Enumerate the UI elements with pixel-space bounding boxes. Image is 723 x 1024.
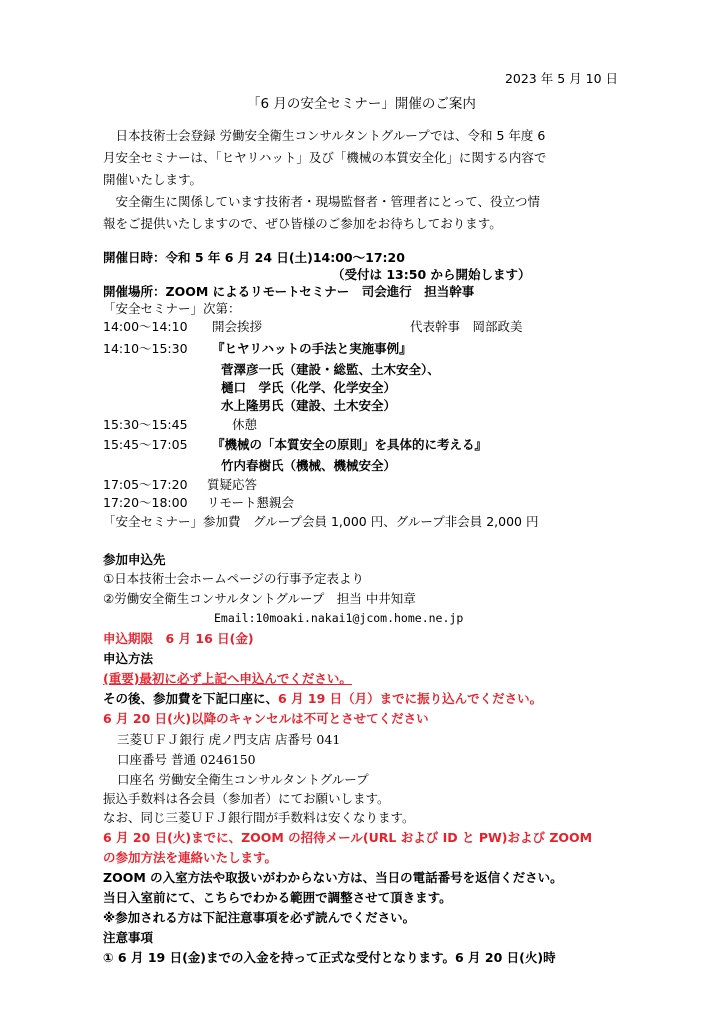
contact-email[interactable]: Email:10moaki.nakai1@jcom.home.ne.jp xyxy=(214,611,464,625)
zoom-notice: の参加方法を連絡いたします。 xyxy=(103,850,278,865)
program-heading: 「安全セミナー」次第： xyxy=(103,301,241,316)
application-option: ②労働安全衛生コンサルタントグループ 担当 中井知章 xyxy=(103,591,416,606)
important-notice: (重要)最初に必ず上記へ申込んでください。 xyxy=(103,671,352,686)
payment-deadline: 6 月 19 日（月）までに振り込んでください。 xyxy=(278,691,543,706)
program-time: 15:45～17:05 xyxy=(103,437,188,452)
zoom-help: 当日入室前にて、こちらでわかる範囲で調整させて頂きます。 xyxy=(103,890,452,905)
account-number: 口座番号 普通 0246150 xyxy=(117,752,256,767)
payment-prefix: その後、参加費を下記口座に、 xyxy=(103,691,279,706)
notes-heading: 注意事項 xyxy=(103,930,154,945)
application-deadline: 申込期限 6 月 16 日(金) xyxy=(103,631,254,646)
program-fee: 「安全セミナー」参加費 グループ会員 1,000 円、グループ非会員 2,000 円 xyxy=(103,514,539,529)
program-speaker: 水上隆男氏（建設、土木安全） xyxy=(221,398,397,413)
cancel-policy: 6 月 20 日(火)以降のキャンセルは不可とさせてください xyxy=(103,711,429,726)
intro-line: 安全衛生に関係しています技術者・現場監督者・管理者にとって、役立つ情 xyxy=(103,194,541,209)
page-title: 「6 月の安全セミナー」開催のご案内 xyxy=(247,96,476,112)
bank-name: 三菱ＵＦＪ銀行 虎ノ門支店 店番号 041 xyxy=(117,732,341,747)
fee-note: 振込手数料は各会員（参加者）にてお願いします。 xyxy=(103,791,390,806)
program-item: 『機械の「本質安全の原則」を具体的に考える』 xyxy=(212,437,488,452)
program-person: 代表幹事 岡部政美 xyxy=(410,319,523,334)
account-name: 口座名 労働安全衛生コンサルタントグループ xyxy=(117,772,369,787)
program-time: 14:10～15:30 xyxy=(103,341,188,356)
zoom-help: ZOOM の入室方法や取扱いがわからない方は、当日の電話番号を返信ください。 xyxy=(103,870,563,885)
application-heading: 参加申込先 xyxy=(103,552,166,567)
application-option: ①日本技術士会ホームページの行事予定表より xyxy=(103,571,364,586)
intro-line: 開催いたします。 xyxy=(103,172,203,187)
program-speaker: 竹内春樹氏（機械、機械安全） xyxy=(221,458,397,473)
event-datetime: 開催日時：令和 5 年 6 月 24 日(土)14:00～17:20 xyxy=(103,250,405,265)
zoom-notice: 6 月 20 日(火)までに、ZOOM の招待メール(URL および ID と PW)および ZOOM xyxy=(103,830,593,845)
intro-line: 報をご提供いたしますので、ぜひ皆様のご参加をお待ちしております。 xyxy=(103,216,502,231)
intro-line: 日本技術士会登録 労働安全衛生コンサルタントグループでは、令和 5 年度 6 xyxy=(103,128,546,143)
method-heading: 申込方法 xyxy=(103,651,154,666)
program-time: 17:05～17:20 xyxy=(103,477,188,492)
program-item: 開会挨拶 xyxy=(212,319,263,334)
program-item: 休憩 xyxy=(232,417,258,432)
program-item: 『ヒヤリハットの手法と実施事例』 xyxy=(212,341,412,356)
program-speaker: 樋口 学氏（化学、化学安全） xyxy=(221,380,397,395)
payment-instruction xyxy=(103,690,542,707)
zoom-help: ※参加される方は下記注意事項を必ず読んでください。 xyxy=(103,910,416,925)
program-item: 質疑応答 xyxy=(207,477,258,492)
program-speaker: 菅澤彦一氏（建設・総監、土木安全）、 xyxy=(221,362,440,377)
intro-line: 月安全セミナーは、「ヒヤリハット」及び「機械の本質安全化」に関する内容で xyxy=(103,150,547,165)
document-date: 2023 年 5 月 10 日 xyxy=(504,71,618,86)
program-time: 14:00～14:10 xyxy=(103,319,188,334)
fee-note: なお、同じ三菱ＵＦＪ銀行間が手数料は安くなります。 xyxy=(103,810,415,825)
note-item: ① 6 月 19 日(金)までの入金を持って正式な受付となります。6 月 20 日(火)時 xyxy=(103,950,556,965)
program-item: リモート懇親会 xyxy=(207,495,295,510)
program-time: 17:20～18:00 xyxy=(103,495,188,510)
event-reception: （受付は 13:50 から開始します） xyxy=(332,267,531,282)
program-time: 15:30～15:45 xyxy=(103,417,188,432)
event-venue: 開催場所：ZOOM によるリモートセミナー 司会進行 担当幹事 xyxy=(103,284,475,299)
